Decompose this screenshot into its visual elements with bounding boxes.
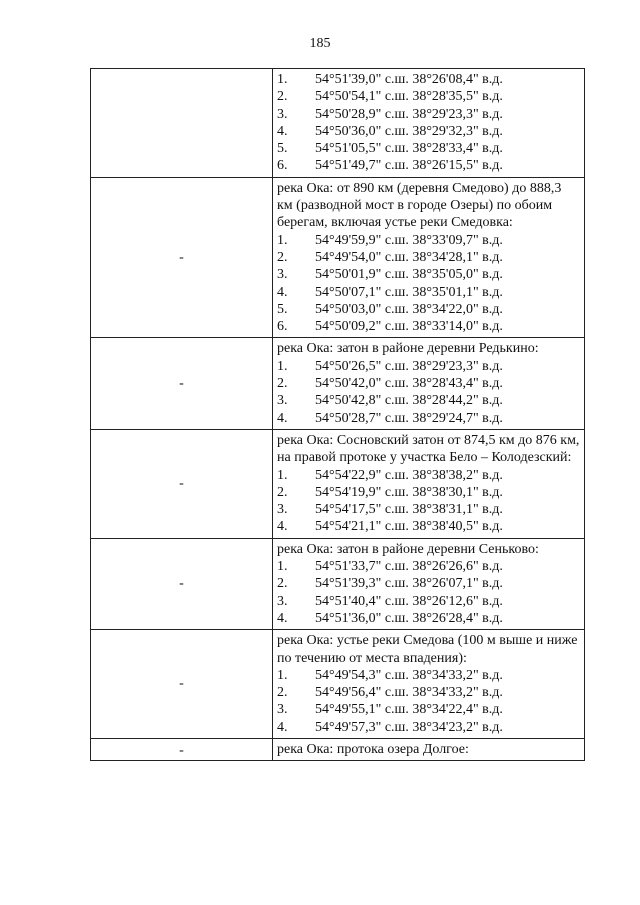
row-marker-cell: - <box>91 338 273 429</box>
coordinate-item <box>277 575 580 592</box>
coordinate-value: 54°50'42,8" с.ш. 38°28'44,2" в.д. <box>315 393 503 409</box>
coordinate-number: 6. <box>277 319 288 335</box>
coordinate-value: 54°51'40,4" с.ш. 38°26'12,6" в.д. <box>315 593 503 609</box>
coordinate-number: 2. <box>277 89 288 105</box>
coordinate-number: 2. <box>277 576 288 592</box>
page-number: 185 <box>309 36 331 51</box>
coordinate-number: 5. <box>277 141 288 157</box>
coordinate-item <box>277 593 580 610</box>
coordinate-item <box>277 284 580 301</box>
coordinate-item <box>277 484 580 501</box>
coordinate-value: 54°54'17,5" с.ш. 38°38'31,1" в.д. <box>315 502 503 518</box>
coordinate-number: 2. <box>277 685 288 701</box>
section-heading: река Ока: протока озера Долгое: <box>277 741 469 757</box>
coordinate-item <box>277 318 580 335</box>
coordinate-item <box>277 88 580 105</box>
row-marker-cell: - <box>91 538 273 629</box>
coordinate-item <box>277 501 580 518</box>
section-heading: река Ока: устье реки Смедова (100 м выше и ниже по течению от места впадения): <box>277 633 578 666</box>
coordinate-value: 54°50'28,7" с.ш. 38°29'24,7" в.д. <box>315 410 503 426</box>
coordinate-item <box>277 410 580 427</box>
row-content-cell <box>273 630 585 739</box>
coordinate-value: 54°49'54,0" с.ш. 38°34'28,1" в.д. <box>315 249 503 265</box>
coordinate-item <box>277 232 580 249</box>
section-heading: река Ока: затон в районе деревни Сеньково: <box>277 541 539 557</box>
coordinate-value: 54°50'09,2" с.ш. 38°33'14,0" в.д. <box>315 319 503 335</box>
coordinate-number: 3. <box>277 267 288 283</box>
row-content-cell <box>273 738 585 760</box>
coordinate-number: 1. <box>277 358 288 374</box>
coordinate-number: 4. <box>277 284 288 300</box>
coordinate-value: 54°51'36,0" с.ш. 38°26'28,4" в.д. <box>315 610 503 626</box>
coordinate-number: 2. <box>277 376 288 392</box>
coordinate-item <box>277 140 580 157</box>
table-row <box>91 429 585 538</box>
coordinate-item <box>277 719 580 736</box>
coordinate-item <box>277 106 580 123</box>
coordinate-item <box>277 157 580 174</box>
coordinate-number: 3. <box>277 393 288 409</box>
coordinate-item <box>277 301 580 318</box>
coordinate-number: 1. <box>277 667 288 683</box>
coordinate-item <box>277 518 580 535</box>
coordinate-number: 1. <box>277 467 288 483</box>
row-marker-cell: - <box>91 177 273 338</box>
coordinate-value: 54°51'39,3" с.ш. 38°26'07,1" в.д. <box>315 576 503 592</box>
coordinate-value: 54°49'54,3" с.ш. 38°34'33,2" в.д. <box>315 667 503 683</box>
table-row <box>91 177 585 338</box>
section-heading: река Ока: от 890 км (деревня Смедово) до 888,3 км (разводной мост в городе Озеры) по обоим берегам, включая устье реки Смедовка: <box>277 180 562 231</box>
coordinate-value: 54°54'21,1" с.ш. 38°38'40,5" в.д. <box>315 519 503 535</box>
coordinate-item <box>277 558 580 575</box>
coordinate-value: 54°49'56,4" с.ш. 38°34'33,2" в.д. <box>315 685 503 701</box>
coordinate-value: 54°50'54,1" с.ш. 38°28'35,5" в.д. <box>315 89 503 105</box>
coordinate-value: 54°51'05,5" с.ш. 38°28'33,4" в.д. <box>315 141 503 157</box>
coordinate-number: 4. <box>277 410 288 426</box>
coordinate-value: 54°50'07,1" с.ш. 38°35'01,1" в.д. <box>315 284 503 300</box>
coordinate-value: 54°49'55,1" с.ш. 38°34'22,4" в.д. <box>315 702 503 718</box>
coordinate-value: 54°50'36,0" с.ш. 38°29'32,3" в.д. <box>315 123 503 139</box>
section-heading: река Ока: Сосновский затон от 874,5 км до 876 км, на правой протоке у участка Бело – Колодезский: <box>277 432 580 466</box>
coordinate-number: 3. <box>277 106 288 122</box>
coordinate-item <box>277 358 580 375</box>
coordinate-item <box>277 249 580 266</box>
coordinate-number: 3. <box>277 702 288 718</box>
table-row <box>91 630 585 739</box>
table-row <box>91 738 585 760</box>
coordinate-value: 54°49'59,9" с.ш. 38°33'09,7" в.д. <box>315 232 503 248</box>
row-marker-cell: - <box>91 630 273 739</box>
row-marker-cell: - <box>91 429 273 538</box>
coordinate-item <box>277 667 580 684</box>
table-row <box>91 69 585 178</box>
coordinate-number: 1. <box>277 232 288 248</box>
coordinate-value: 54°51'39,0" с.ш. 38°26'08,4" в.д. <box>315 72 503 87</box>
row-content-cell <box>273 429 585 538</box>
coordinate-number: 4. <box>277 719 288 735</box>
section-heading: река Ока: затон в районе деревни Редькино: <box>277 341 539 357</box>
coordinate-item <box>277 375 580 392</box>
coordinate-item <box>277 392 580 409</box>
table-row <box>91 538 585 629</box>
table-row <box>91 338 585 429</box>
coordinate-value: 54°54'22,9" с.ш. 38°38'38,2" в.д. <box>315 467 503 483</box>
coordinate-number: 6. <box>277 158 288 174</box>
coordinate-item <box>277 467 580 484</box>
coordinate-number: 1. <box>277 72 288 87</box>
coordinate-value: 54°51'49,7" с.ш. 38°26'15,5" в.д. <box>315 158 503 174</box>
coordinate-value: 54°54'19,9" с.ш. 38°38'30,1" в.д. <box>315 484 503 500</box>
coordinate-value: 54°51'33,7" с.ш. 38°26'26,6" в.д. <box>315 559 503 575</box>
coordinate-item <box>277 701 580 718</box>
coordinate-number: 3. <box>277 502 288 518</box>
coordinate-number: 2. <box>277 484 288 500</box>
coordinate-item <box>277 266 580 283</box>
coordinate-number: 3. <box>277 593 288 609</box>
row-marker-cell <box>91 69 273 178</box>
coordinate-number: 4. <box>277 610 288 626</box>
row-content-cell <box>273 69 585 178</box>
coordinate-value: 54°49'57,3" с.ш. 38°34'23,2" в.д. <box>315 719 503 735</box>
coordinate-item <box>277 684 580 701</box>
coordinate-item <box>277 610 580 627</box>
coordinates-table <box>90 68 585 761</box>
coordinate-value: 54°50'01,9" с.ш. 38°35'05,0" в.д. <box>315 267 503 283</box>
coordinate-value: 54°50'28,9" с.ш. 38°29'23,3" в.д. <box>315 106 503 122</box>
row-marker-cell: - <box>91 738 273 760</box>
row-content-cell <box>273 338 585 429</box>
coordinate-number: 1. <box>277 559 288 575</box>
coordinate-item <box>277 123 580 140</box>
coordinate-number: 5. <box>277 301 288 317</box>
row-content-cell <box>273 177 585 338</box>
coordinate-item <box>277 71 580 88</box>
coordinate-value: 54°50'03,0" с.ш. 38°34'22,0" в.д. <box>315 301 503 317</box>
coordinate-value: 54°50'26,5" с.ш. 38°29'23,3" в.д. <box>315 358 503 374</box>
coordinate-number: 2. <box>277 249 288 265</box>
row-content-cell <box>273 538 585 629</box>
coordinate-number: 4. <box>277 123 288 139</box>
coordinate-value: 54°50'42,0" с.ш. 38°28'43,4" в.д. <box>315 376 503 392</box>
coordinate-number: 4. <box>277 519 288 535</box>
